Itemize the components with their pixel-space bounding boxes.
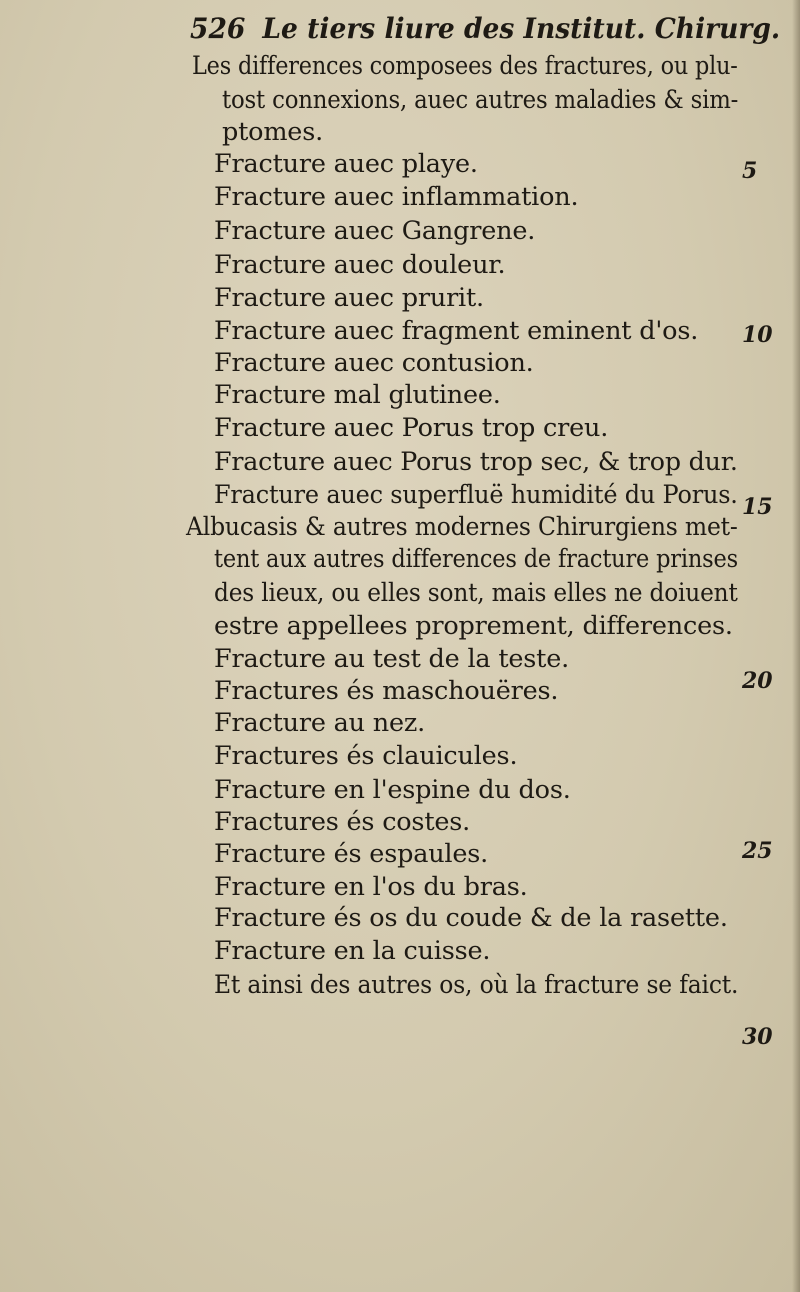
text-line: Fracture en l'espine du dos. (214, 775, 571, 805)
line-number: 25 (742, 838, 773, 864)
text-line: Fractures és costes. (214, 807, 471, 837)
text-line: Fracture auec douleur. (214, 250, 506, 280)
text-line: Fracture en la cuisse. (214, 936, 491, 966)
page-number: 526 (190, 12, 246, 45)
page-header (190, 12, 781, 45)
text-line: Fractures és maschouëres. (214, 676, 559, 706)
line-number: 30 (742, 1024, 773, 1050)
text-line: Et ainsi des autres os, où la fracture se faict. (214, 970, 739, 1000)
text-line: ptomes. (222, 117, 323, 147)
line-number: 10 (742, 322, 773, 348)
text-line: Fracture auec contusion. (214, 348, 534, 378)
text-line: Fracture auec Porus trop sec, & trop dur. (214, 447, 738, 477)
text-line: Fracture auec fragment eminent d'os. (214, 316, 699, 346)
text-line: Albucasis & autres modernes Chirurgiens met- (186, 512, 738, 542)
text-line: Fracture auec Porus trop creu. (214, 413, 609, 443)
text-line: estre appellees proprement, differences. (214, 611, 733, 641)
running-title: Le tiers liure des Institut. Chirurg. (262, 12, 781, 45)
text-line: Fracture auec inflammation. (214, 182, 579, 212)
text-line: Fractures és clauicules. (214, 741, 518, 771)
text-line: tost connexions, auec autres maladies & sim- (222, 85, 739, 115)
line-number: 15 (742, 494, 773, 520)
text-line: Fracture au nez. (214, 708, 426, 738)
text-line: Les differences composees des fractures, ou plu- (192, 51, 738, 81)
text-line: Fracture au test de la teste. (214, 644, 569, 674)
text-line: Fracture auec playe. (214, 149, 478, 179)
line-number: 5 (742, 158, 758, 184)
text-line: Fracture mal glutinee. (214, 380, 501, 410)
text-line: Fracture és os du coude & de la rasette. (214, 903, 728, 933)
text-line: Fracture auec prurit. (214, 283, 484, 313)
text-line: Fracture és espaules. (214, 839, 489, 869)
line-number: 20 (742, 668, 773, 694)
text-line: Fracture auec superfluë humidité du Porus. (214, 480, 738, 510)
text-line: Fracture en l'os du bras. (214, 872, 528, 902)
text-line: Fracture auec Gangrene. (214, 216, 536, 246)
text-line: des lieux, ou elles sont, mais elles ne doiuent (214, 578, 738, 608)
text-line: tent aux autres differences de fracture prinses (214, 544, 738, 574)
